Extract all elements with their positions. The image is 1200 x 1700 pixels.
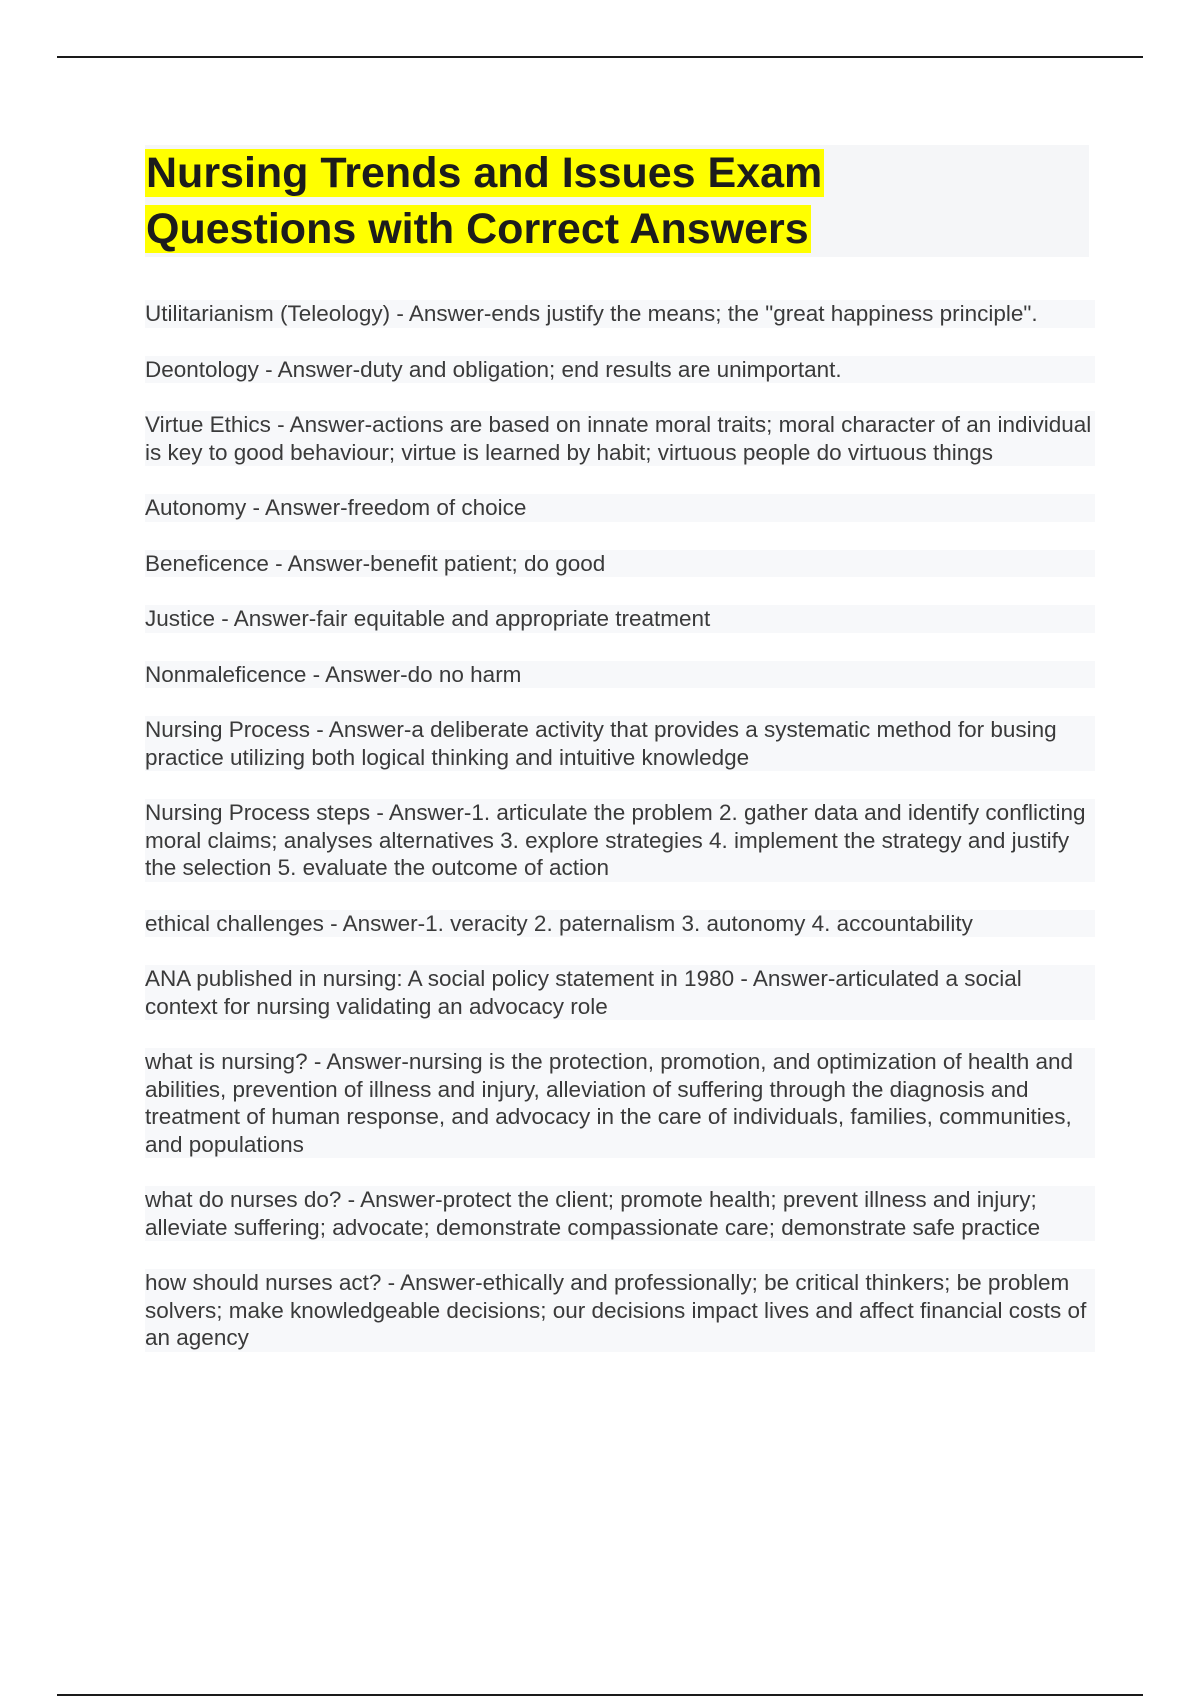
qa-entry-what-do-nurses-do: what do nurses do? - Answer-protect the client; promote health; prevent illness and injury; alleviate suffering; advocate; demonstrate compassionate care; demonstrate safe practice xyxy=(145,1186,1095,1241)
qa-entry-justice: Justice - Answer-fair equitable and appropriate treatment xyxy=(145,605,1095,633)
title-line-1: Nursing Trends and Issues Exam xyxy=(146,149,823,197)
qa-entry-utilitarianism: Utilitarianism (Teleology) - Answer-ends justify the means; the "great happiness principle". xyxy=(145,300,1095,328)
qa-entry-ana-policy-statement: ANA published in nursing: A social policy statement in 1980 - Answer-articulated a social context for nursing validating an advocacy role xyxy=(145,965,1095,1020)
qa-entry-beneficence: Beneficence - Answer-benefit patient; do good xyxy=(145,550,1095,578)
title-line-2: Questions with Correct Answers xyxy=(146,205,809,253)
qa-entry-deontology: Deontology - Answer-duty and obligation; end results are unimportant. xyxy=(145,356,1095,384)
document-title xyxy=(145,145,1089,257)
title-block xyxy=(145,145,1089,257)
qa-entry-what-is-nursing: what is nursing? - Answer-nursing is the protection, promotion, and optimization of health and abilities, prevention of illness and injury, alleviation of suffering through the diagnosis and treatment of human response, and advocacy in the care of individuals, families, communities, and populations xyxy=(145,1048,1095,1158)
qa-list xyxy=(145,300,1095,1380)
qa-entry-autonomy: Autonomy - Answer-freedom of choice xyxy=(145,494,1095,522)
qa-entry-nonmaleficence: Nonmaleficence - Answer-do no harm xyxy=(145,661,1095,689)
top-rule xyxy=(57,56,1143,58)
qa-entry-nursing-process-steps: Nursing Process steps - Answer-1. articulate the problem 2. gather data and identify conflicting moral claims; analyses alternatives 3. explore strategies 4. implement the strategy and justify the selection 5. evaluate the outcome of action xyxy=(145,799,1095,882)
qa-entry-nursing-process: Nursing Process - Answer-a deliberate activity that provides a systematic method for busing practice utilizing both logical thinking and intuitive knowledge xyxy=(145,716,1095,771)
qa-entry-how-should-nurses-act: how should nurses act? - Answer-ethically and professionally; be critical thinkers; be problem solvers; make knowledgeable decisions; our decisions impact lives and affect financial costs of an agency xyxy=(145,1269,1095,1352)
qa-entry-virtue-ethics: Virtue Ethics - Answer-actions are based on innate moral traits; moral character of an individual is key to good behaviour; virtue is learned by habit; virtuous people do virtuous things xyxy=(145,411,1095,466)
qa-entry-ethical-challenges: ethical challenges - Answer-1. veracity 2. paternalism 3. autonomy 4. accountability xyxy=(145,910,1095,938)
bottom-rule xyxy=(57,1694,1143,1696)
